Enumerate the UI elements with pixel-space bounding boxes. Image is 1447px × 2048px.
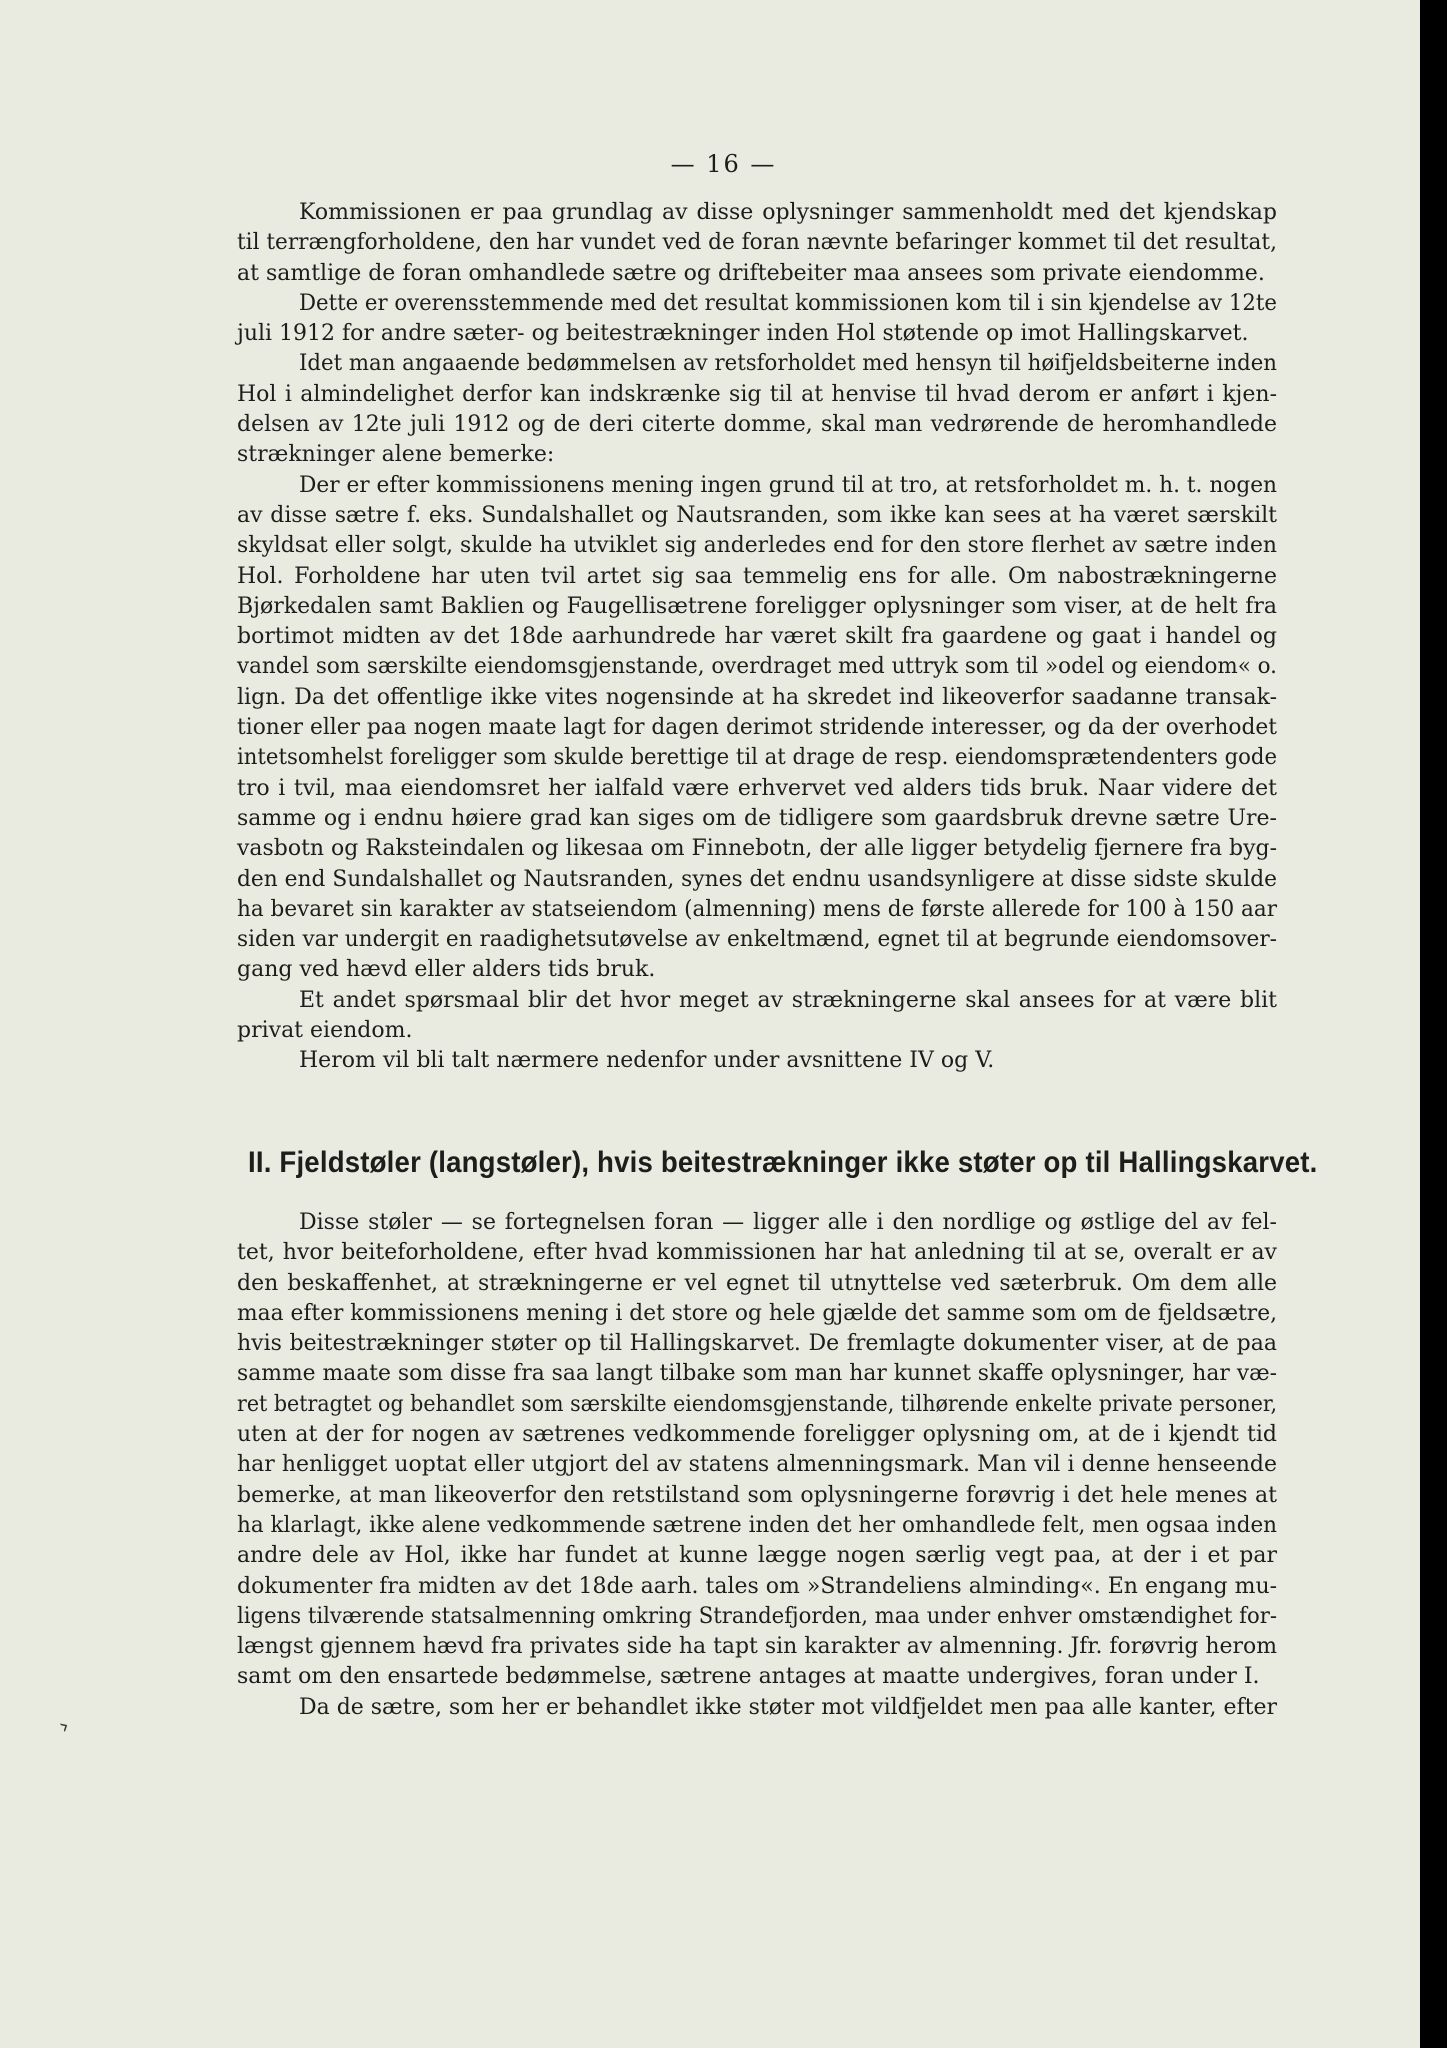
text-line: av disse sætre f. eks. Sundalshallet og Nautsranden, som ikke kan sees at ha været særskilt [237,502,1277,528]
text-line: har henligget uoptat eller utgjort del av statens almenningsmark. Man vil i denne henseende [237,1452,1277,1478]
text-line: vandel som særskilte eiendomsgjenstande, overdraget med uttryk som til »odel og eiendom« o. [237,654,1277,680]
text-line: ret betragtet og behandlet som særskilte eiendomsgjenstande, tilhørende enkelte private personer, [237,1391,1277,1417]
text-line: Da de sætre, som her er behandlet ikke støter mot vildfjeldet men paa alle kanter, efter [299,1694,1277,1720]
text-line: ha klarlagt, ikke alene vedkommende sætrene inden det her omhandlede felt, men ogsaa inden [237,1512,1277,1538]
text-line: Dette er overensstemmende med det resultat kommissionen kom til i sin kjendelse av 12te [299,290,1277,316]
text-line: intetsomhelst foreligger som skulde berettige til at drage de resp. eiendomsprætendenters gode [237,745,1277,771]
text-line: privat eiendom. [237,1018,413,1044]
text-line: delsen av 12te juli 1912 og de deri citerte domme, skal man vedrørende de heromhandlede [237,412,1277,438]
text-line: juli 1912 for andre sæter- og beitestrækninger inden Hol støtende op imot Hallingskarvet. [237,321,1249,347]
text-line: skyldsat eller solgt, skulde ha utviklet sig anderledes end for den store flerhet av sætre inden [237,533,1277,559]
text-line: tet, hvor beiteforholdene, efter hvad kommissionen har hat anledning til at se, overalt er av [237,1240,1277,1266]
text-line: den beskaffenhet, at strækningerne er vel egnet til utnyttelse ved sæterbruk. Om dem alle [237,1270,1277,1296]
text-line: samme maate som disse fra saa langt tilbake som man har kunnet skaffe oplysninger, har væ- [237,1361,1277,1387]
text-line: bemerke, at man likeoverfor den retstilstand som oplysningerne forøvrig i det hele menes at [237,1482,1277,1508]
text-line: Idet man angaaende bedømmelsen av retsforholdet med hensyn til høifjeldsbeiterne inden [299,351,1277,377]
text-line: strækninger alene bemerke: [237,442,555,468]
margin-pencil-mark: › [54,1713,75,1740]
text-line: lign. Da det offentlige ikke vites nogensinde at ha skredet ind likeoverfor saadanne transak- [237,684,1277,710]
text-line: ligens tilværende statsalmenning omkring Strandefjorden, maa under enhver omstændighet for- [237,1603,1277,1629]
text-line: den end Sundalshallet og Nautsranden, synes det endnu usandsynligere at disse sidste skulde [237,866,1277,892]
text-line: maa efter kommissionens mening i det store og hele gjælde det samme som om de fjeldsætre, [237,1300,1277,1326]
text-line: tro i tvil, maa eiendomsret her ialfald være erhvervet ved alders tids bruk. Naar videre det [237,775,1277,801]
text-line: dokumenter fra midten av det 18de aarh. tales om »Strandeliens alminding«. En engang mu- [237,1573,1278,1599]
text-line: Hol i almindelighet derfor kan indskrænke sig til at henvise til hvad derom er anført i kjen- [237,381,1277,407]
text-line: bortimot midten av det 18de aarhundrede har været skilt fra gaardene og gaat i handel og [237,624,1277,650]
text-line: ha bevaret sin karakter av statseiendom (almenning) mens de første allerede for 100 à 150 aar [237,896,1277,922]
text-line: hvis beitestrækninger støter op til Hallingskarvet. De fremlagte dokumenter viser, at de paa [237,1331,1277,1357]
text-line: samme og i endnu høiere grad kan siges om de tidligere som gaardsbruk drevne sætre Ure- [237,805,1277,831]
text-line: til terrængforholdene, den har vundet ved de foran nævnte befaringer kommet til det resultat, [237,230,1277,256]
text-line: siden var undergit en raadighetsutøvelse av enkeltmænd, egnet til at begrunde eiendomsover- [237,927,1277,953]
body-text-section-1 [237,198,1277,1077]
text-line: gang ved hævd eller alders tids bruk. [237,957,656,983]
text-line: Bjørkedalen samt Baklien og Faugellisætrene foreligger oplysninger som viser, at de helt fra [237,593,1277,619]
text-line: længst gjennem hævd fra privates side ha tapt sin karakter av almenning. Jfr. forøvrig herom [237,1634,1277,1660]
text-line: Kommissionen er paa grundlag av disse oplysninger sammenholdt med det kjendskap [299,200,1277,225]
text-line: Disse støler — se fortegnelsen foran — ligger alle i den nordlige og østlige del av fel- [299,1210,1277,1235]
page-number: — 16 — [670,150,777,178]
body-text-section-2 [237,1208,1277,1723]
text-line: at samtlige de foran omhandlede sætre og driftebeiter maa ansees som private eiendomme. [237,260,1265,286]
text-line: samt om den ensartede bedømmelse, sætrene antages at maatte undergives, foran under I. [237,1664,1260,1690]
text-line: Et andet spørsmaal blir det hvor meget av strækningerne skal ansees for at være blit [299,987,1277,1013]
text-line: andre dele av Hol, ikke har fundet at kunne lægge nogen særlig vegt paa, at der i et par [237,1543,1277,1569]
text-line: tioner eller paa nogen maate lagt for dagen derimot stridende interesser, og da der overhodet [237,715,1277,741]
text-line: uten at der for nogen av sætrenes vedkommende foreligger oplysning om, at de i kjendt tid [237,1422,1277,1448]
text-line: Herom vil bli talt nærmere nedenfor under avsnittene IV og V. [299,1048,995,1074]
text-line: vasbotn og Raksteindalen og likesaa om Finnebotn, der alle ligger betydelig fjernere fra byg- [237,836,1277,862]
section-heading: II. Fjeldstøler (langstøler), hvis beitestrækninger ikke støter op til Hallingskarvet. [248,1146,1318,1179]
text-line: Der er efter kommissionens mening ingen grund til at tro, at retsforholdet m. h. t. nogen [299,472,1277,498]
text-line: Hol. Forholdene har uten tvil artet sig saa temmelig ens for alle. Om nabostrækningerne [237,563,1277,589]
